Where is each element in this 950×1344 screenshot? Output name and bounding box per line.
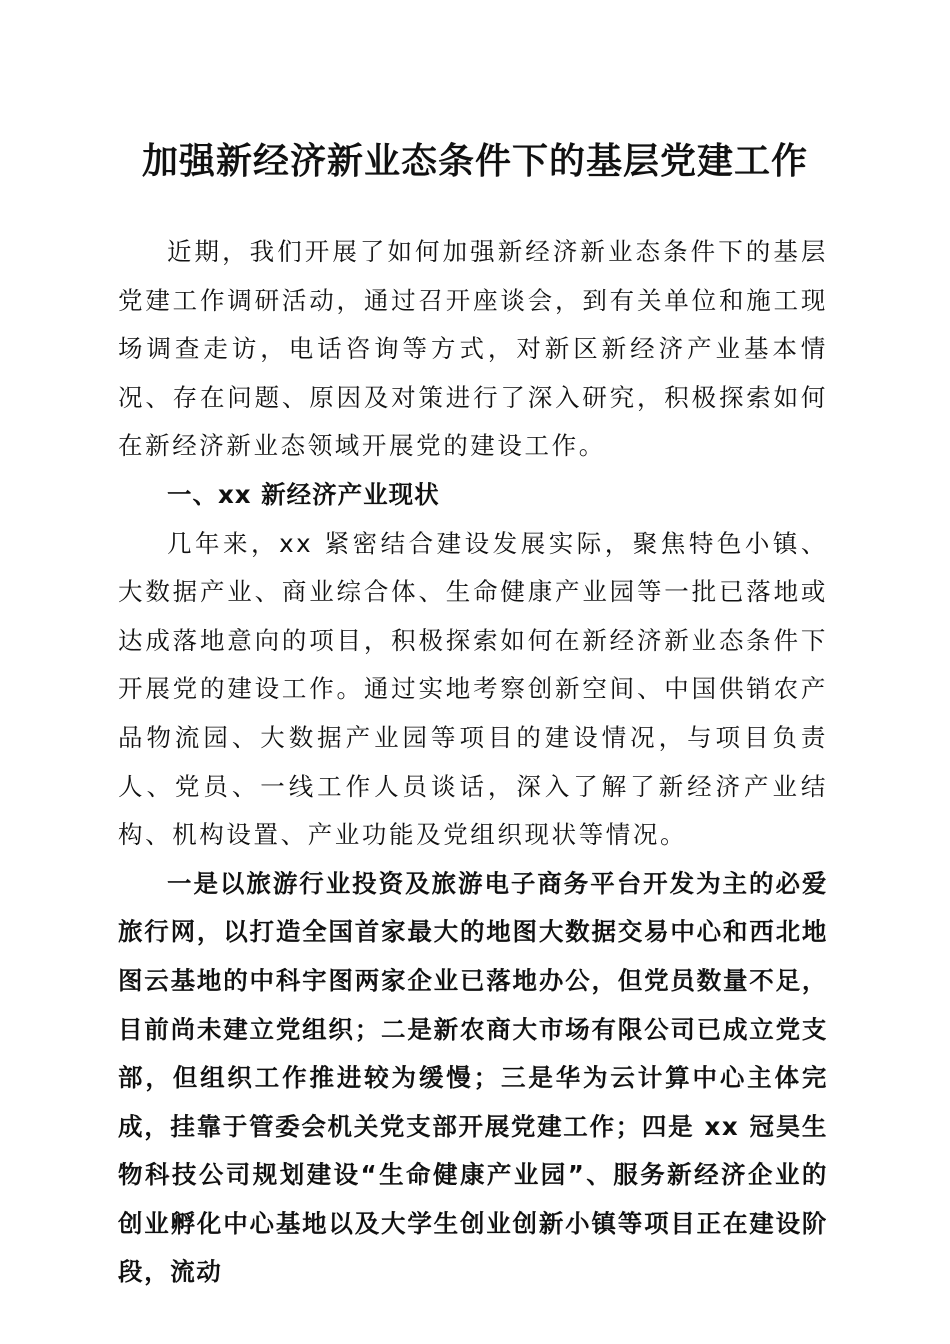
document-title: 加强新经济新业态条件下的基层党建工作 bbox=[141, 140, 808, 182]
section-paragraph-1: 几年来，xx 紧密结合建设发展实际，聚焦特色小镇、大数据产业、商业综合体、生命健康产业园等一批已落地或达成落地意向的项目，积极探索如何在新经济新业态条件下开展党的建设工作。通过实地考察创新空间、中国供销农产品物流园、大数据产业园等项目的建设情况，与项目负责人、党员、一线工作人员谈话，深入了解了新经济产业结构、机构设置、产业功能及党组织现状等情况。 bbox=[118, 528, 828, 850]
document-body bbox=[118, 228, 828, 1297]
intro-paragraph: 近期，我们开展了如何加强新经济新业态条件下的基层党建工作调研活动，通过召开座谈会，到有关单位和施工现场调查走访，电话咨询等方式，对新区新经济产业基本情况、存在问题、原因及对策进行了深入研究，积极探索如何在新经济新业态领域开展党的建设工作。 bbox=[118, 237, 828, 461]
section-heading: 一、xx 新经济产业现状 bbox=[167, 479, 440, 509]
section-paragraph-2: 一是以旅游行业投资及旅游电子商务平台开发为主的必爱旅行网，以打造全国首家最大的地图大数据交易中心和西北地图云基地的中科宇图两家企业已落地办公，但党员数量不足，目前尚未建立党组织；二是新农商大市场有限公司已成立党支部，但组织工作推进较为缓慢；三是华为云计算中心主体完成，挂靠于管委会机关党支部开展党建工作；四是 xx 冠昊生物科技公司规划建设“生命健康产业园”、服务新经济企业的创业孵化中心基地以及大学生创业创新小镇等项目正在建设阶段，流动 bbox=[118, 868, 828, 1287]
